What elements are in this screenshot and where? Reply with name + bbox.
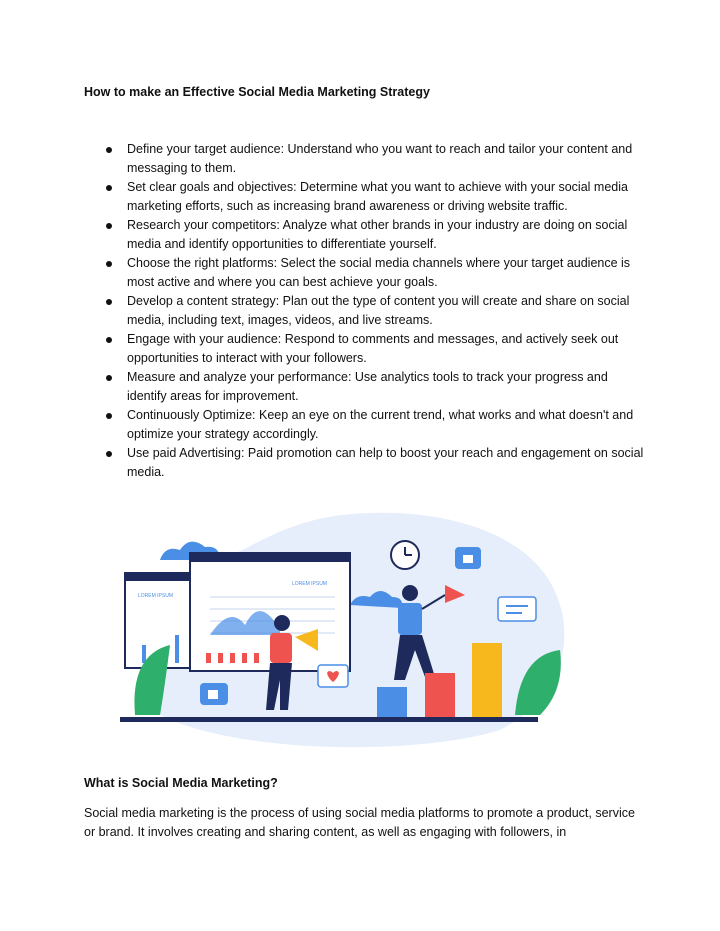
heart-bubble-icon — [318, 665, 348, 687]
heading-strategy: How to make an Effective Social Media Marketing Strategy — [84, 85, 430, 99]
ground-line — [120, 717, 538, 722]
list-item: Measure and analyze your performance: Use analytics tools to track your progress and identify areas for improvement. — [84, 368, 644, 406]
bullet-icon — [106, 185, 112, 191]
bullet-icon — [106, 451, 112, 457]
intro-paragraph: Social media marketing is the process of using social media platforms to promote a product, service or brand. It involves creating and sharing content, as well as engaging with followers, in — [84, 806, 635, 839]
social-media-marketing-illustration — [120, 505, 575, 750]
list-item: Develop a content strategy: Plan out the type of content you will create and share on social media, including text, images, videos, and live streams. — [84, 292, 644, 330]
bullet-icon — [106, 375, 112, 381]
chat-bubble-icon — [498, 597, 536, 621]
svg-text:LOREM IPSUM: LOREM IPSUM — [292, 581, 328, 587]
svg-text:LOREM IPSUM: LOREM IPSUM — [138, 593, 174, 599]
thumbs-up-icon — [455, 547, 481, 569]
bullet-icon — [106, 299, 112, 305]
list-item: Use paid Advertising: Paid promotion can help to boost your reach and engagement on social media. — [84, 444, 644, 482]
strategy-list — [84, 140, 644, 482]
list-item: Define your target audience: Understand who you want to reach and tailor your content and messaging to them. — [84, 140, 644, 178]
growth-bar-red — [425, 673, 455, 717]
growth-bar-blue — [377, 687, 407, 717]
list-item: Set clear goals and objectives: Determine what you want to achieve with your social media marketing efforts, such as increasing brand awareness or driving website traffic. — [84, 178, 644, 216]
bullet-icon — [106, 337, 112, 343]
list-item: Choose the right platforms: Select the social media channels where your target audience is most active and where you can best achieve your goals. — [84, 254, 644, 292]
bullet-icon — [106, 223, 112, 229]
like-bubble-icon — [200, 683, 228, 705]
list-item: Research your competitors: Analyze what other brands in your industry are doing on social media and identify opportunities to differentiate yourself. — [84, 216, 644, 254]
bullet-icon — [106, 147, 112, 153]
bullet-icon — [106, 413, 112, 419]
growth-bar-yellow — [472, 643, 502, 717]
list-item: Engage with your audience: Respond to comments and messages, and actively seek out opportunities to interact with your followers. — [84, 330, 644, 368]
clock-icon — [391, 541, 419, 569]
list-item: Continuously Optimize: Keep an eye on the current trend, what works and what doesn't and optimize your strategy accordingly. — [84, 406, 644, 444]
bullet-icon — [106, 261, 112, 267]
heading-what-is-smm: What is Social Media Marketing? — [84, 776, 278, 790]
